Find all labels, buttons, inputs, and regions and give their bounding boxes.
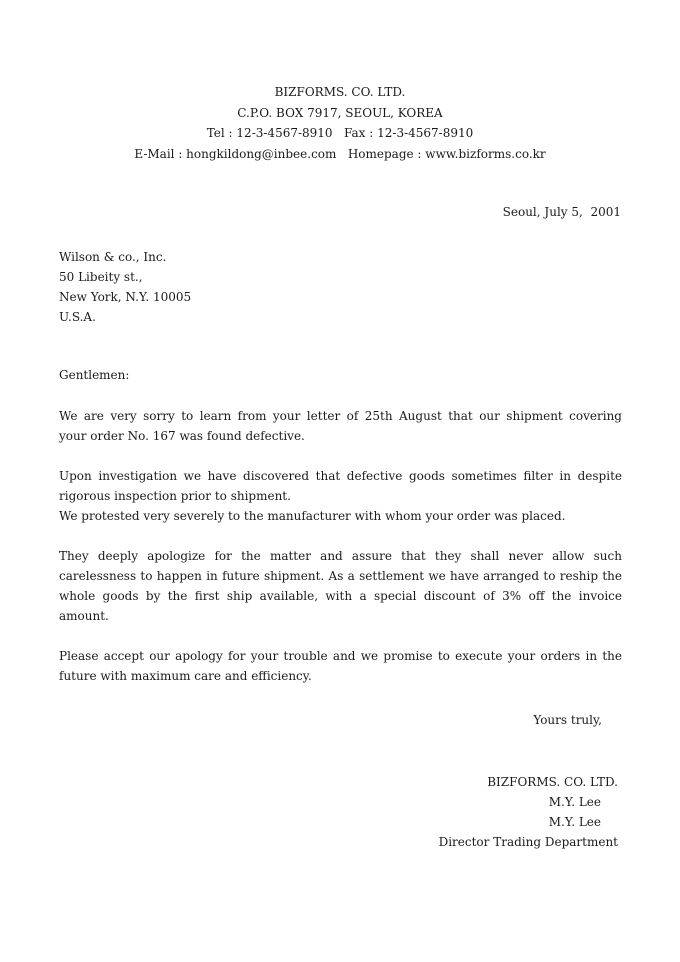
paragraph-3	[59, 546, 622, 626]
paragraph-line: whole goods by the first ship available, with a special discount of 3% off the invoice	[59, 589, 622, 603]
signature-name: M.Y. Lee	[548, 795, 601, 809]
paragraph-line: We protested very severely to the manufacturer with whom your order was placed.	[59, 509, 566, 523]
letterhead-contact: Tel : 12-3-4567-8910 Fax : 12-3-4567-8910	[206, 126, 474, 140]
signature-block	[439, 772, 618, 852]
letterhead	[0, 82, 680, 164]
paragraph-line: amount.	[59, 609, 109, 623]
closing: Yours truly,	[533, 713, 602, 727]
salutation: Gentlemen:	[59, 368, 130, 382]
paragraph-line: Upon investigation we have discovered that defective goods sometimes filter in despite	[59, 469, 622, 483]
paragraph-line: They deeply apologize for the matter and assure that they shall never allow such	[59, 549, 622, 563]
letterhead-address: C.P.O. BOX 7917, SEOUL, KOREA	[237, 105, 443, 120]
paragraph-line: Please accept our apology for your trouble and we promise to execute your orders in the	[59, 649, 622, 663]
signature-title: Director Trading Department	[438, 835, 618, 849]
letterhead-company: BIZFORMS. CO. LTD.	[274, 85, 406, 99]
paragraph-line: rigorous inspection prior to shipment.	[59, 489, 291, 503]
paragraph-1	[59, 406, 622, 446]
recipient-line: New York, N.Y. 10005	[59, 290, 192, 304]
paragraph-4	[59, 646, 622, 686]
recipient-address	[59, 247, 191, 327]
letterhead-online: E-Mail : hongkildong@inbee.com Homepage : www.bizforms.co.kr	[134, 146, 546, 161]
paragraph-line: your order No. 167 was found defective.	[59, 429, 305, 443]
paragraph-2	[59, 466, 622, 526]
paragraph-line: We are very sorry to learn from your letter of 25th August that our shipment covering	[59, 409, 622, 423]
recipient-line: Wilson & co., Inc.	[59, 250, 167, 264]
recipient-line: U.S.A.	[59, 310, 96, 324]
signature-company: BIZFORMS. CO. LTD.	[487, 775, 618, 789]
letter-date: Seoul, July 5, 2001	[502, 205, 621, 219]
paragraph-line: carelessness to happen in future shipment. As a settlement we have arranged to reship the	[59, 569, 622, 583]
letter-body	[59, 406, 622, 706]
signature-name: M.Y. Lee	[548, 815, 601, 829]
recipient-line: 50 Libeity st.,	[59, 270, 143, 284]
paragraph-line: future with maximum care and efficiency.	[59, 669, 312, 683]
